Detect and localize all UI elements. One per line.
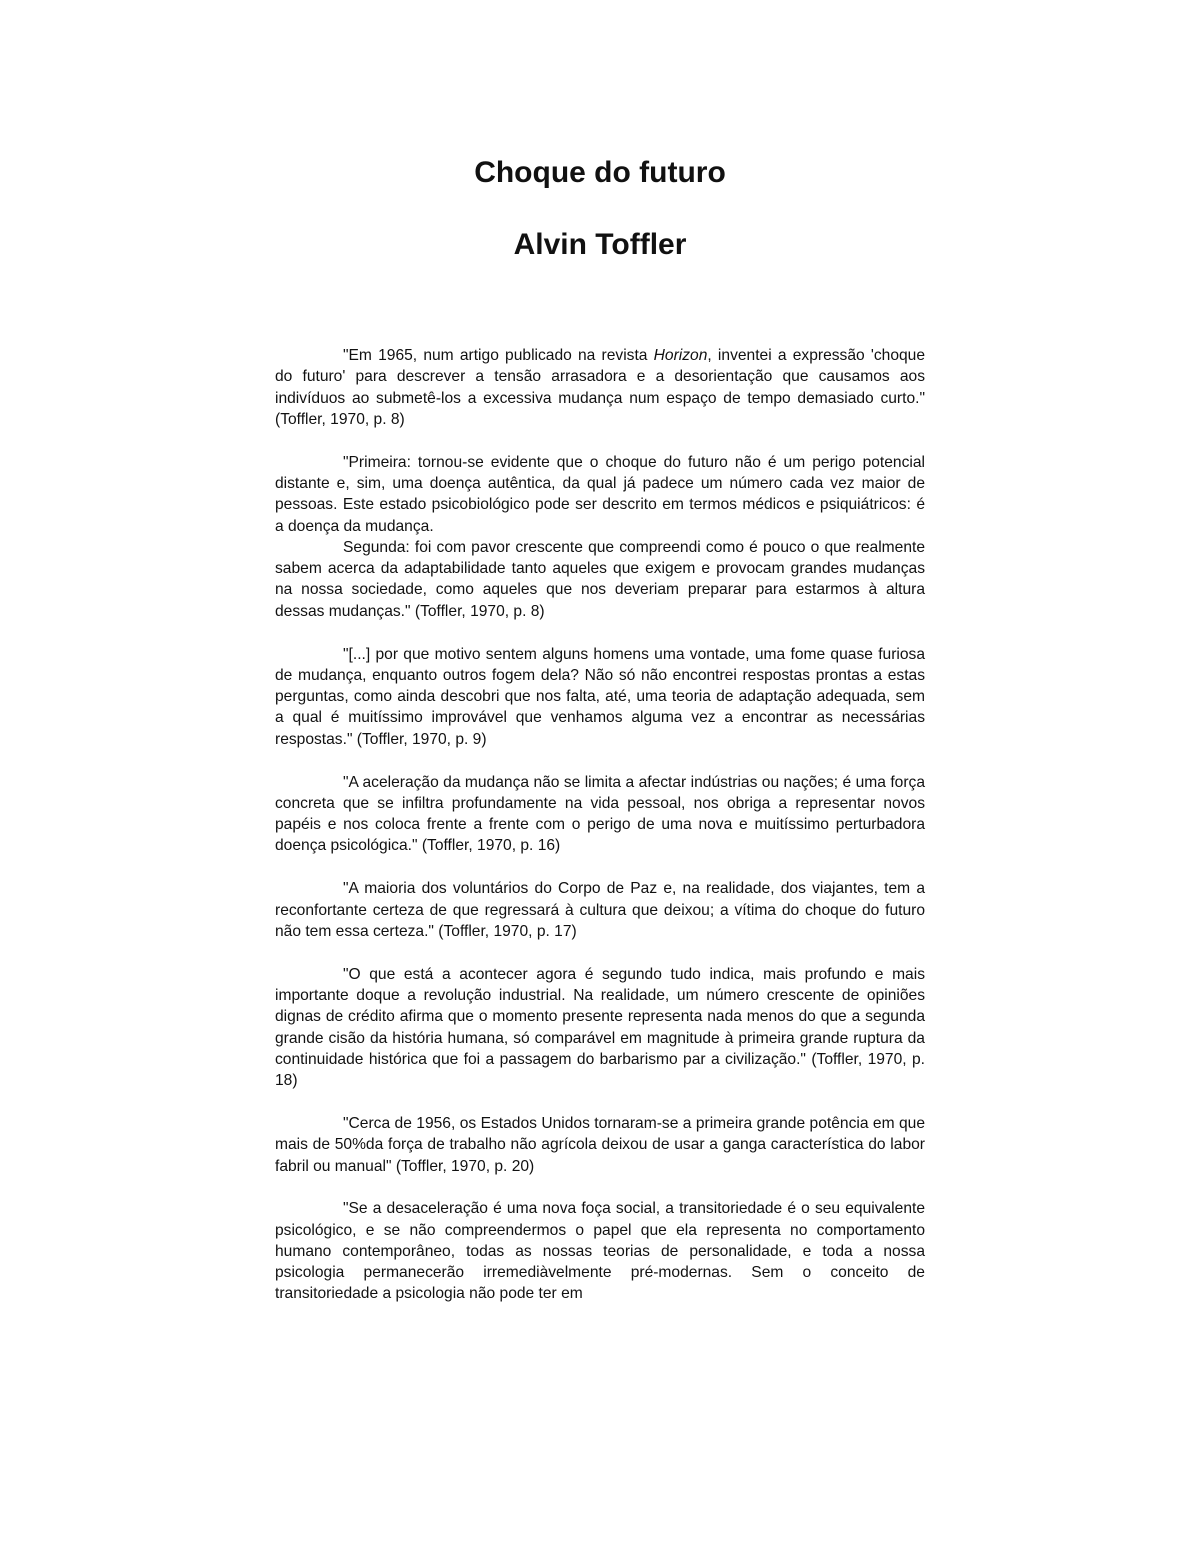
quote-paragraph: "O que está a acontecer agora é segundo tudo indica, mais profundo e mais importante doque a revolução industrial. Na realidade, um número crescente de opiniões dignas de crédito afirma que o momento presente representa nada menos do que a segunda grande cisão da história humana, só comparável em magnitude à primeira grande ruptura da continuidade histórica que foi a passagem do barbarismo par a civilização." (Toffler, 1970, p. 18) — [275, 965, 925, 1090]
quote-paragraph: "A maioria dos voluntários do Corpo de Paz e, na realidade, dos viajantes, tem a reconfortante certeza de que regressará à cultura que deixou; a vítima do choque do futuro não tem essa certeza." (Toffler, 1970, p. 17) — [275, 880, 925, 940]
quote-paragraph: "A aceleração da mudança não se limita a afectar indústrias ou nações; é uma força concreta que se infiltra profundamente na vida pessoal, nos obriga a representar novos papéis e nos coloca frente a frente com o perigo de uma nova e muitíssimo perturbadora doença psicológica." (Toffler, 1970, p. 16) — [275, 773, 925, 855]
document-body — [275, 345, 925, 1305]
magazine-name: Horizon — [653, 347, 708, 364]
document-author: Alvin Toffler — [513, 228, 687, 261]
quote-text: , inventei a expressão 'choque do futuro' para descrever a tensão arrasadora e a desorientação que causamos aos indivíduos ao submetê-los a excessiva mudança num espaço de tempo demasiado curto." (Toffler, 1970, p. 8) — [275, 347, 926, 428]
quote-paragraph: "Cerca de 1956, os Estados Unidos tornaram-se a primeira grande potência em que mais de 50%da força de trabalho não agrícola deixou de usar a ganga característica do labor fabril ou manual" (Toffler, 1970, p. 20) — [275, 1114, 925, 1175]
quote-paragraph — [275, 345, 925, 430]
document-title: Choque do futuro — [474, 156, 726, 189]
quote-text: "Em 1965, num artigo publicado na revista — [343, 347, 654, 364]
quote-paragraph: "Primeira: tornou-se evidente que o choque do futuro não é um perigo potencial distante e, sim, uma doença autêntica, da qual já padece um número cada vez maior de pessoas. Este estado psicobiológico pode ser descrito em termos médicos e psiquiátricos: é a doença da mudança. — [275, 453, 925, 535]
quote-paragraph: Segunda: foi com pavor crescente que compreendi como é pouco o que realmente sabem acerca da adaptabilidade tanto aqueles que exigem e provocam grandes mudanças na nossa sociedade, como aqueles que nos deveriam preparar para estarmos à altura dessas mudanças." (Toffler, 1970, p. 8) — [275, 538, 925, 620]
quote-paragraph: "Se a desaceleração é uma nova foça social, a transitoriedade é o seu equivalente psicológico, e se não compreendermos o papel que ela representa no comportamento humano contemporâneo, todas as nossas teorias de personalidade, e toda a nossa psicologia permanecerão irremediàvelmente pré-modernas. Sem o conceito de transitoriedade a psicologia não pode ter em — [275, 1200, 925, 1303]
quote-paragraph: "[...] por que motivo sentem alguns homens uma vontade, uma fome quase furiosa de mudança, enquanto outros fogem dela? Não só não encontrei respostas prontas a estas perguntas, como ainda descobri que nos falta, até, uma teoria de adaptação adequada, sem a qual é muitíssimo improvável que venhamos alguma vez a encontrar as necessárias respostas." (Toffler, 1970, p. 9) — [275, 645, 925, 748]
